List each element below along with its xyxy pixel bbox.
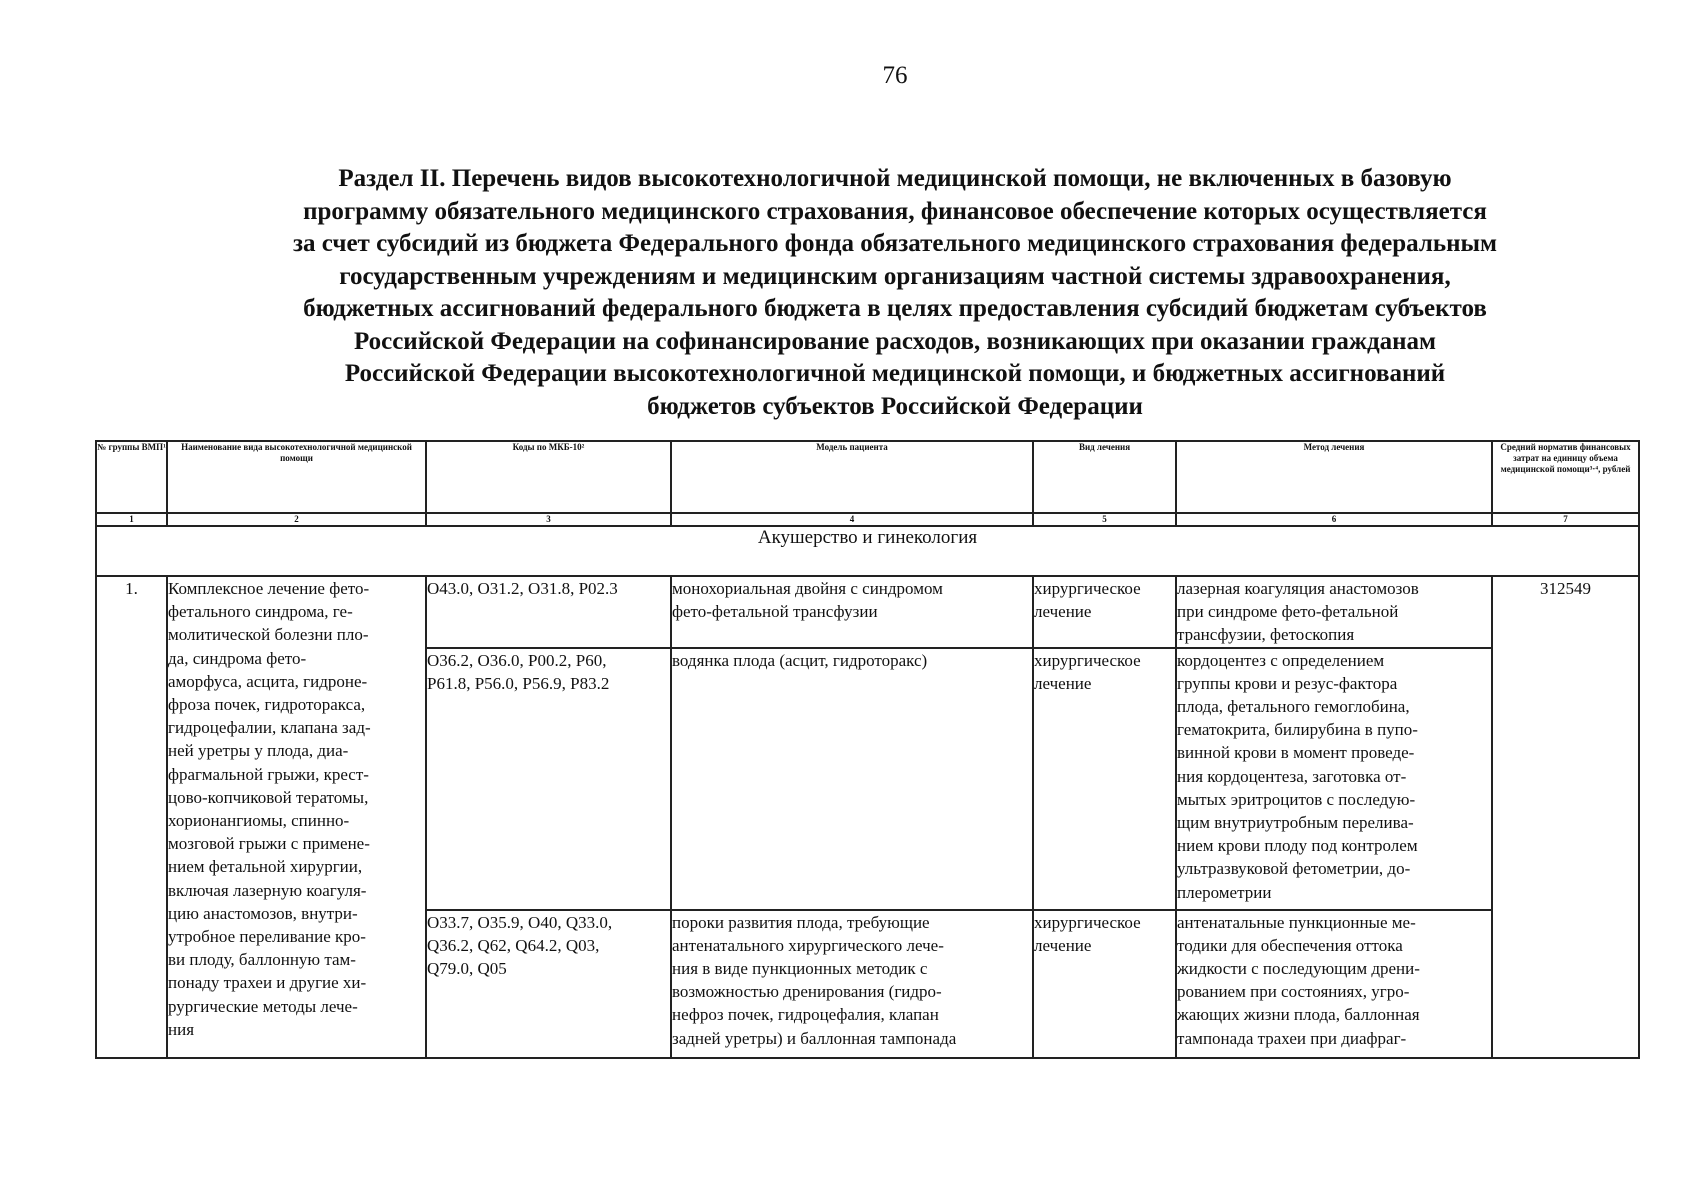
section-title-line: за счет субсидий из бюджета Федерального фонда обязательного медицинского страхования федеральным: [292, 230, 1498, 257]
section-title-line: программу обязательного медицинского страхования, финансовое обеспечение которых осуществляется: [303, 197, 1487, 225]
header-group-number: № группы ВМП¹: [96, 441, 167, 513]
row-patient-model: монохориальная двойня с синдромом фето-фетальной трансфузии: [671, 576, 1033, 648]
entry-cost: 312549: [1492, 576, 1639, 1058]
header-treatment-method: Метод лечения: [1176, 441, 1492, 513]
section-title-line: Российской Федерации высокотехнологичной медицинской помощи, и бюджетных ассигнований: [344, 360, 1446, 387]
section-title-line: Раздел II. Перечень видов высокотехнологичной медицинской помощи, не включенных в базовую: [338, 165, 1452, 192]
column-number: 1: [96, 513, 167, 526]
row-treatment-method: кордоцентез с определением группы крови и резус-фактора плода, фетального гемоглобина, гематокрита, билирубина в пупо- винной крови в момент проведе- ния кордоцентеза, заготовка от- мытых эритроцитов с последую- щим внутриутробным перелива- нием крови плоду под контролем ультразвуковой фетометрии, до- плерометрии: [1176, 648, 1492, 910]
section-title-line: государственным учреждениям и медицинским организациям частной системы здравоохранения,: [339, 262, 1451, 290]
row-icd-codes: O43.0, O31.2, O31.8, P02.3: [426, 576, 671, 648]
column-number: 4: [671, 513, 1033, 526]
header-care-type: Наименование вида высокотехнологичной медицинской помощи: [167, 441, 426, 513]
section-title-line: бюджетов субъектов Российской Федерации: [647, 392, 1143, 420]
header-row: [96, 441, 1639, 513]
row-treatment-type: хирургическое лечение: [1033, 910, 1176, 1058]
column-number: 5: [1033, 513, 1176, 526]
column-number-row: [96, 513, 1639, 526]
header-icd-codes: Коды по МКБ-10²: [426, 441, 671, 513]
column-number: 7: [1492, 513, 1639, 526]
row-patient-model: пороки развития плода, требующие антенатального хирургического лече- ния в виде пункционных методик с возможностью дренирования (гидро- нефроз почек, гидроцефалия, клапан задней уретры) и баллонная тампонада: [671, 910, 1033, 1058]
row-icd-codes: O36.2, O36.0, P00.2, P60, P61.8, P56.0, P56.9, P83.2: [426, 648, 671, 910]
section-title-line: бюджетных ассигнований федерального бюджета в целях предоставления субсидий бюджетам субъектов: [303, 295, 1487, 322]
row-treatment-type: хирургическое лечение: [1033, 648, 1176, 910]
row-icd-codes: O33.7, O35.9, O40, Q33.0, Q36.2, Q62, Q64.2, Q03, Q79.0, Q05: [426, 910, 671, 1058]
row-treatment-method: антенатальные пункционные ме- тодики для обеспечения оттока жидкости с последующим дрени- рованием при состояниях, угро- жающих жизни плода, баллонная тампонада трахеи при диафраг-: [1176, 910, 1492, 1058]
header-patient-model: Модель пациента: [671, 441, 1033, 513]
section-title: [180, 163, 1610, 423]
column-number: 3: [426, 513, 671, 526]
column-number: 2: [167, 513, 426, 526]
header-cost-standard: Средний норматив финансовых затрат на единицу объема медицинской помощи³·⁴, рублей: [1492, 441, 1639, 513]
entry-care-name: Комплексное лечение фето- фетального синдрома, ге- молитической болезни пло- да, синдрома фето- аморфуса, асцита, гидроне- фроза почек, гидроторакса, гидроцефалии, клапана зад- ней уретры у плода, диа- фрагмальной грыжи, крест- цово-копчиковой тератомы, хорионангиомы, спинно- мозговой грыжи с примене- нием фетальной хирургии, включая лазерную коагуля- цию анастомозов, внутри- утробное переливание кро- ви плоду, баллонную там- понаду трахеи и другие хи- рургические методы лече- ния: [167, 576, 426, 1058]
page-number: 76: [882, 62, 908, 89]
column-number: 6: [1176, 513, 1492, 526]
entry-number: 1.: [96, 576, 167, 1058]
group-title-row: [96, 526, 1639, 576]
row-patient-model: водянка плода (асцит, гидроторакс): [671, 648, 1033, 910]
row-treatment-method: лазерная коагуляция анастомозов при синдроме фето-фетальной трансфузии, фетоскопия: [1176, 576, 1492, 648]
section-title-line: Российской Федерации на софинансирование расходов, возникающих при оказании гражданам: [353, 327, 1437, 355]
row-treatment-type: хирургическое лечение: [1033, 576, 1176, 648]
header-treatment-type: Вид лечения: [1033, 441, 1176, 513]
table-row: [96, 576, 1639, 648]
vmp-table: [95, 440, 1640, 1059]
group-title: Акушерство и гинекология: [96, 526, 1639, 576]
